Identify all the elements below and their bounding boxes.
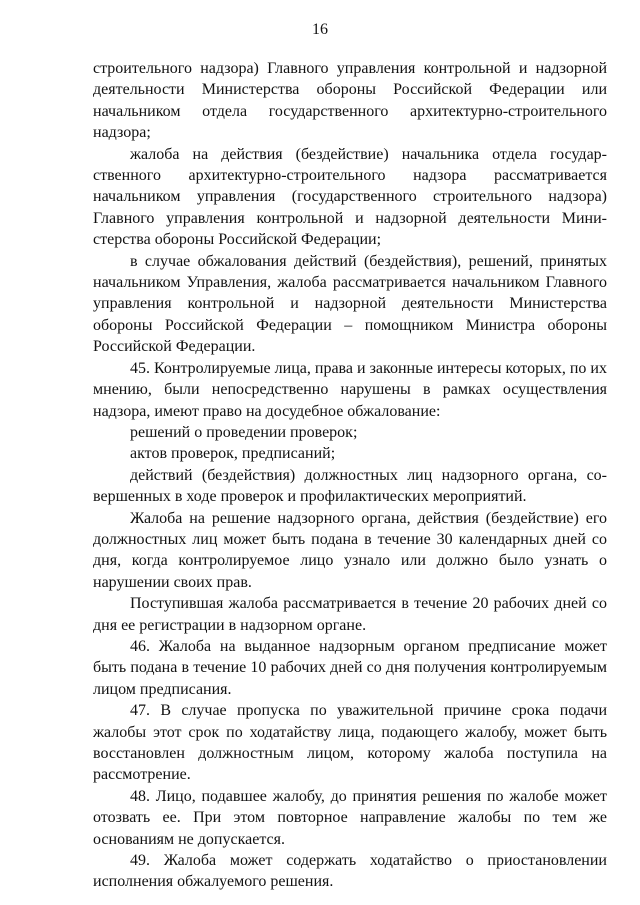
paragraph-item-46: 46. Жалоба на выданное надзорным органом предписание может быть подана в течение 10 рабочих дней со дня получения контролируемым лицом предписания.: [93, 637, 607, 698]
paragraph: жалоба на действия (бездействие) начальника отдела государственного архитектурно-строительного надзора рассматривается начальником управления (государственного строительного надзора) Главного управления контрольной и надзорной деятельности Министерства обороны Российской Федерации;: [93, 145, 607, 249]
list-item: решений о проведении проверок;: [130, 423, 358, 441]
paragraph-item-47: 47. В случае пропуска по уважительной причине срока подачи жалобы этот срок по ходатайству лица, подающего жалобу, может быть восстановлен должностным лицом, которому жалоба поступила на рассмотрение.: [93, 702, 607, 784]
paragraph-item-49: 49. Жалоба может содержать ходатайство о приостановлении исполнения обжалуемого решения.: [93, 852, 607, 891]
document-body: [93, 58, 607, 893]
page-number: 16: [312, 21, 328, 38]
list-item: актов проверок, предписаний;: [130, 445, 336, 463]
paragraph-item-48: 48. Лицо, подавшее жалобу, до принятия решения по жалобе может отозвать ее. При этом повторное направление жалобы по тем же основаниям не допускается.: [93, 787, 607, 848]
list-item: действий (бездействия) должностных лиц надзорного органа, совершенных в ходе проверок и профилактических мероприятий.: [93, 466, 607, 506]
paragraph: Жалоба на решение надзорного органа, действия (бездействие) его должностных лиц может быть подана в течение 30 календарных дней со дня, когда контролируемое лицо узнало или должно было узнать о нарушении своих прав.: [93, 509, 607, 591]
paragraph-continuation: строительного надзора) Главного управления контрольной и надзорной деятельности Министерства обороны Российской Федерации или начальником отдела государственного архитектурно-строительного надзора;: [93, 60, 607, 142]
paragraph: Поступившая жалоба рассматривается в течение 20 рабочих дней со дня ее регистрации в надзорном органе.: [93, 595, 607, 634]
paragraph-item-45: 45. Контролируемые лица, права и законные интересы которых, по их мнению, были непосредственно нарушены в рамках осуществления надзора, имеют право на досудебное обжалование:: [93, 359, 607, 420]
paragraph: в случае обжалования действий (бездействия), решений, принятых начальником Управления, жалоба рассматривается начальником Главного управления контрольной и надзорной деятельности Министерства обороны Российской Федерации – помощником Министра обороны Российской Федерации.: [93, 252, 607, 356]
